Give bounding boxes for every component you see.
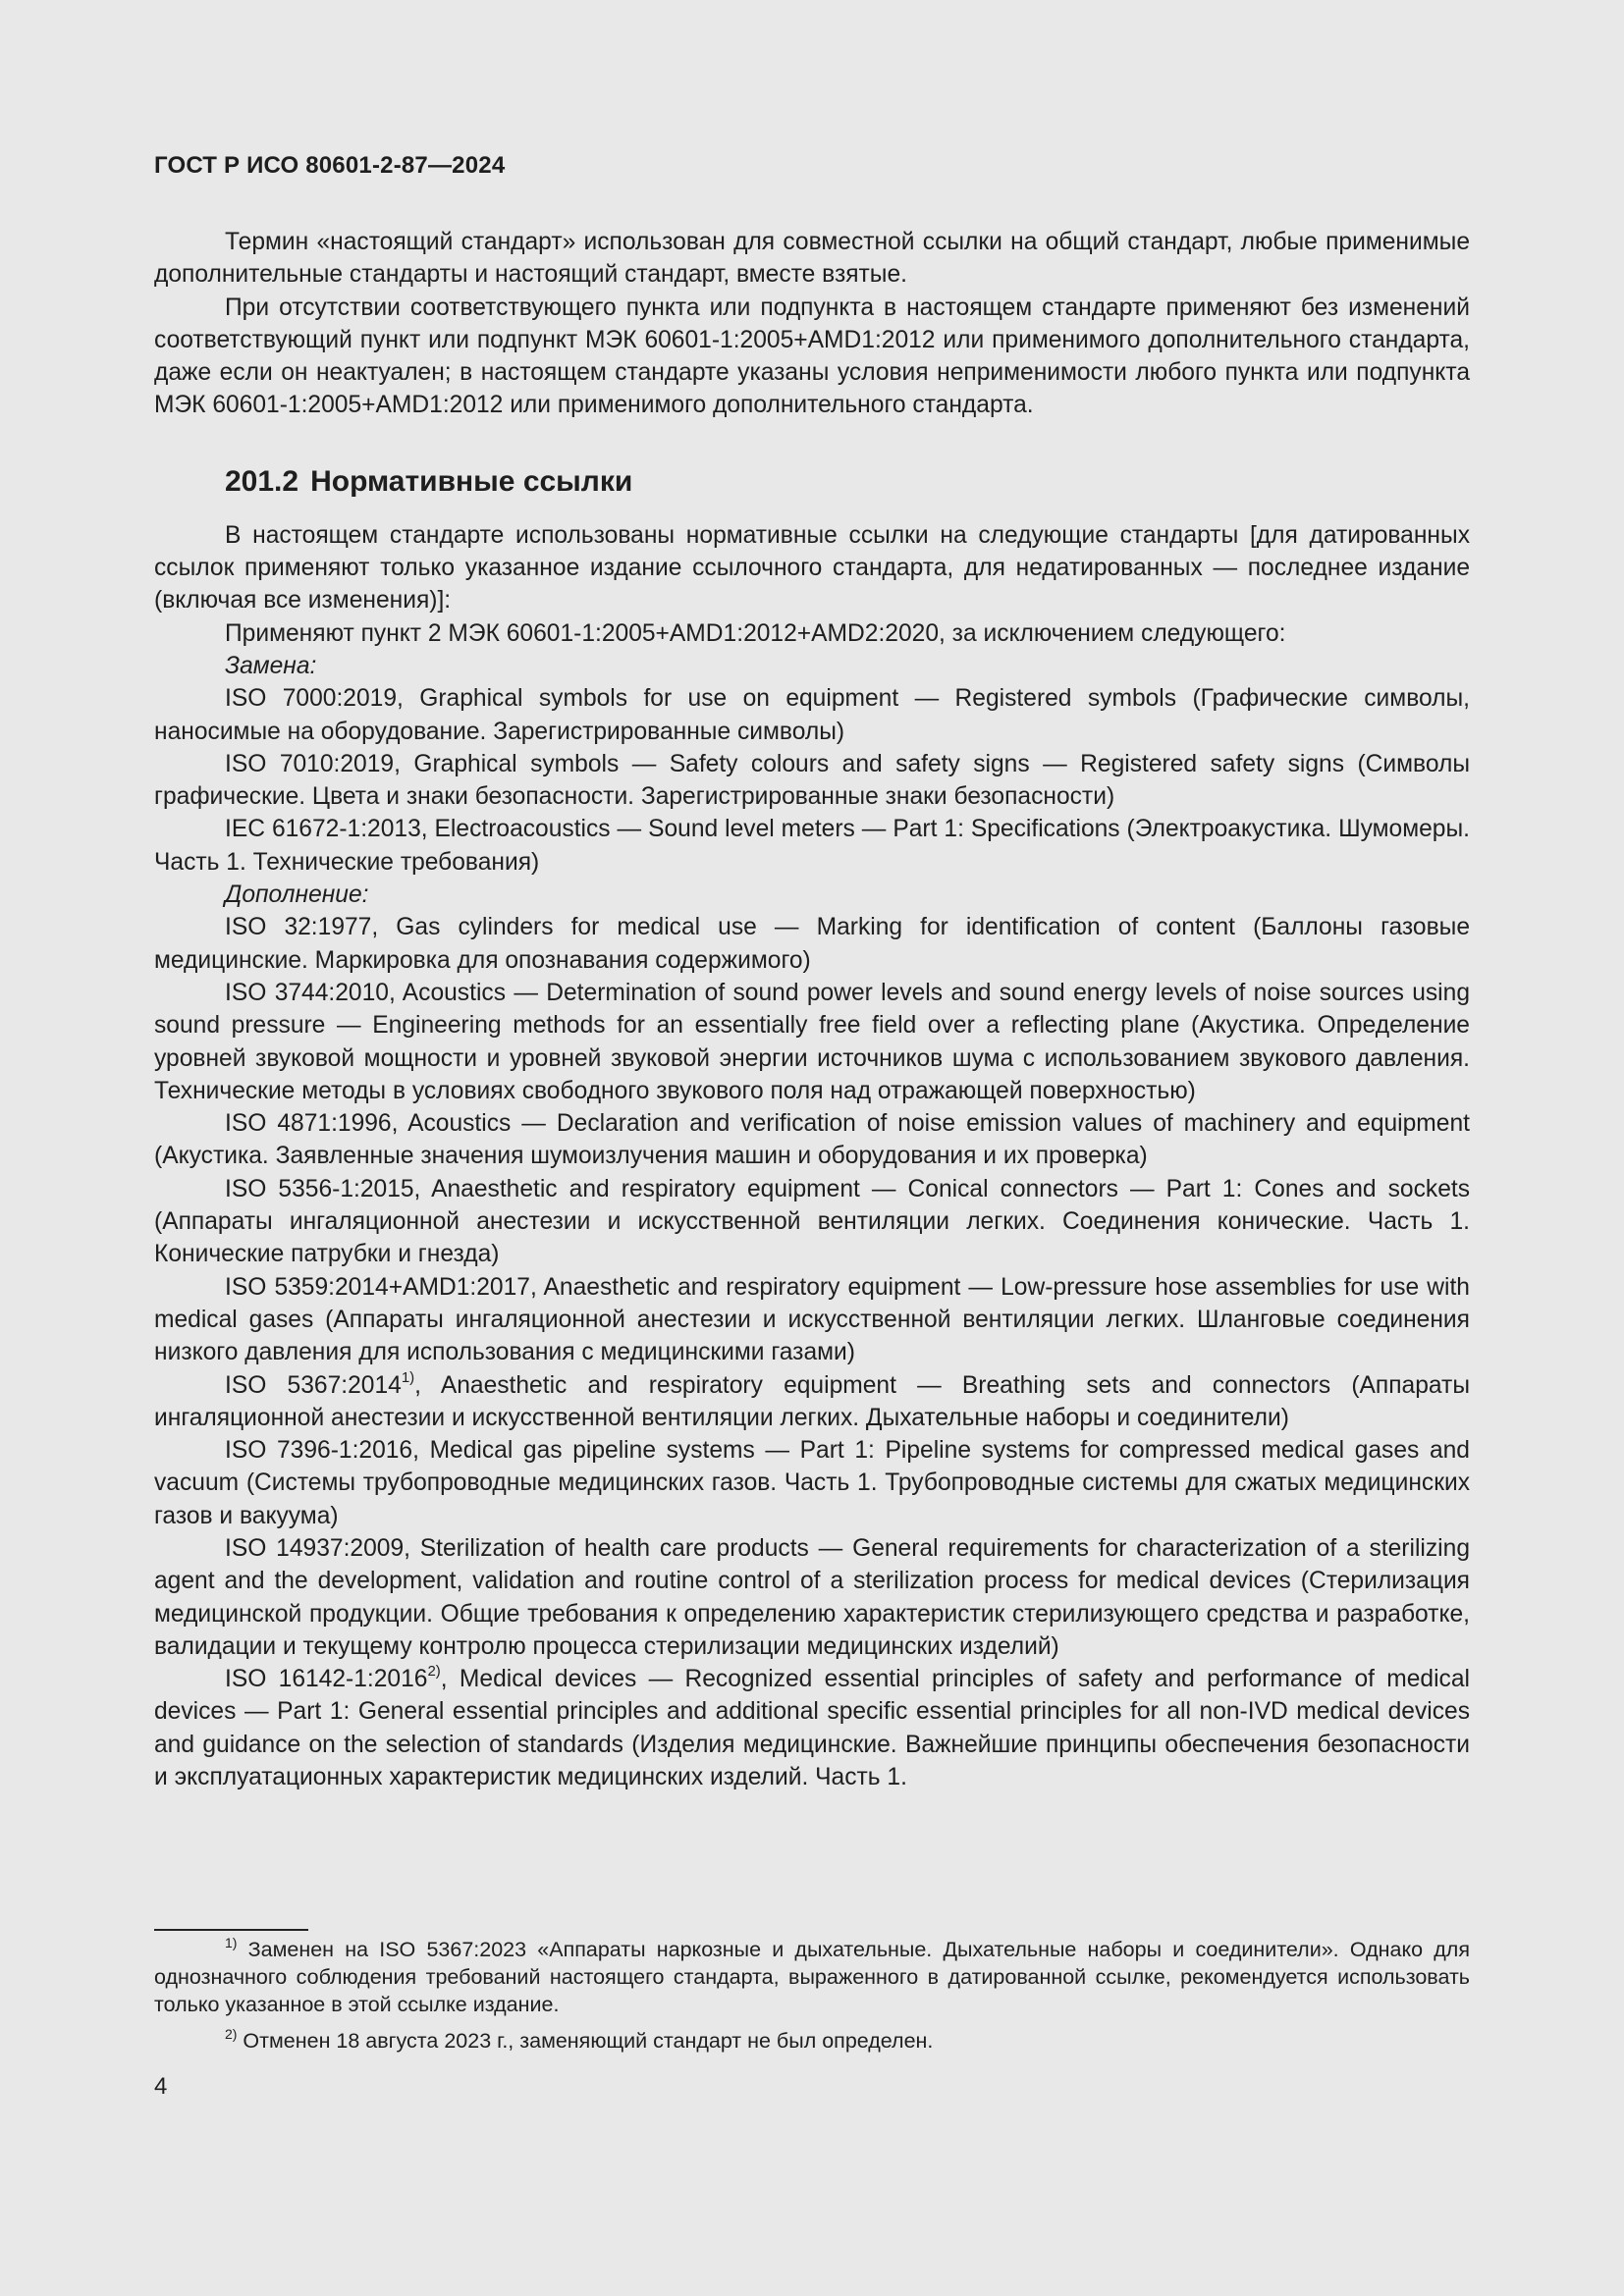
reference-item: IEC 61672-1:2013, Electroacoustics — Sound level meters — Part 1: Specifications (Электроакустика. Шумомеры. Часть 1. Технические требования) — [154, 816, 1470, 876]
page-number: 4 — [154, 2073, 168, 2100]
intro-paragraph: При отсутствии соответствующего пункта или подпункта в настоящем стандарте применяют без изменений соответствующий пункт или подпункт МЭК 60601-1:2005+AMD1:2012 или применимого дополнительного стандарта, даже если он неактуален; в настоящем стандарте указаны условия неприменимости любого пункта или подпункта МЭК 60601-1:2005+AMD1:2012 или применимого дополнительного стандарта. — [154, 294, 1470, 419]
section-lead: В настоящем стандарте использованы нормативные ссылки на следующие стандарты [для датированных ссылок применяют только указанное издание ссылочного стандарта, для недатированных — последнее издание (включая все изменения)]: — [154, 521, 1470, 614]
section-title: Нормативные ссылки — [310, 464, 633, 498]
footnote-1 — [154, 1936, 1470, 2018]
addition-label: Дополнение: — [225, 881, 369, 909]
footnote-divider — [154, 1929, 308, 1931]
reference-item: ISO 5356-1:2015, Anaesthetic and respiratory equipment — Conical connectors — Part 1: Cones and sockets (Аппараты ингаляционной анестезии и искусственной вентиляции легких. Соединения конические. Часть 1. Конические патрубки и гнезда) — [154, 1175, 1470, 1268]
footnote-mark: 1) — [401, 1368, 415, 1386]
intro-paragraph: Термин «настоящий стандарт» использован для совместной ссылки на общий стандарт, любые применимые дополнительные стандарты и настоящий стандарт, вместе взятые. — [154, 229, 1470, 289]
footnote-mark: 1) — [225, 1935, 238, 1950]
reference-item: ISO 32:1977, Gas cylinders for medical use — Marking for identification of content (Баллоны газовые медицинские. Маркировка для опознавания содержимого) — [154, 914, 1470, 974]
section-heading — [225, 464, 1470, 500]
reference-item: ISO 5359:2014+AMD1:2017, Anaesthetic and respiratory equipment — Low-pressure hose assemblies for use with medical gases (Аппараты ингаляционной анестезии и искусственной вентиляции легких. Шланговые соединения низкого давления для использования с медицинскими газами) — [154, 1273, 1470, 1366]
footnote-text: Отменен 18 августа 2023 г., заменяющий стандарт не был определен. — [237, 2029, 934, 2053]
reference-item: ISO 7000:2019, Graphical symbols for use on equipment — Registered symbols (Графические символы, наносимые на оборудование. Зарегистрированные символы) — [154, 685, 1470, 745]
document-body — [154, 226, 1470, 1793]
reference-code: ISO 5367:2014 — [225, 1371, 402, 1399]
footnote-mark: 2) — [427, 1663, 441, 1681]
reference-item: ISO 4871:1996, Acoustics — Declaration and verification of noise emission values of machinery and equipment (Акустика. Заявленные значения шумоизлучения машин и оборудования и их проверка) — [154, 1110, 1470, 1170]
reference-item — [154, 1369, 1470, 1435]
footnote-text: Заменен на ISO 5367:2023 «Аппараты наркозные и дыхательные. Дыхательные наборы и соединители». Однако для однозначного соблюдения требований настоящего стандарта, выраженного в датированной ссылке, рекомендуется использовать только указанное в этой ссылке издание. — [154, 1938, 1470, 2016]
footnotes — [154, 1936, 1470, 2055]
reference-text: , Medical devices — Recognized essential principles of safety and performance of medical devices — Part 1: General essential principles and additional specific essential principles for all non-IVD medical devices and guidance on the selection of standards (Изделия медицинские. Важнейшие принципы обеспечения безопасности и эксплуатационных характеристик медицинских изделий. Часть 1. — [154, 1666, 1470, 1791]
reference-item: ISO 7010:2019, Graphical symbols — Safety colours and safety signs — Registered safety signs (Символы графические. Цвета и знаки безопасности. Зарегистрированные знаки безопасности) — [154, 750, 1470, 811]
applies-clause: Применяют пункт 2 МЭК 60601-1:2005+AMD1:2012+AMD2:2020, за исключением следующего: — [225, 619, 1286, 647]
reference-item: ISO 14937:2009, Sterilization of health care products — General requirements for characterization of a sterilizing agent and the development, validation and routine control of a sterilization process for medical devices (Стерилизация медицинской продукции. Общие требования к определению характеристик стерилизующего средства и разработке, валидации и текущему контролю процесса стерилизации медицинских изделий) — [154, 1534, 1470, 1660]
section-number: 201.2 — [225, 464, 299, 498]
reference-item: ISO 7396-1:2016, Medical gas pipeline systems — Part 1: Pipeline systems for compressed medical gases and vacuum (Системы трубопроводные медицинских газов. Часть 1. Трубопроводные системы для сжатых медицинских газов и вакуума) — [154, 1437, 1470, 1529]
document-header: ГОСТ Р ИСО 80601-2-87—2024 — [154, 152, 506, 179]
footnote-mark: 2) — [225, 2026, 238, 2042]
reference-item: ISO 3744:2010, Acoustics — Determination of sound power levels and sound energy levels of noise sources using sound pressure — Engineering methods for an essentially free field over a reflecting plane (Акустика. Определение уровней звуковой мощности и уровней звуковой энергии источников шума с использованием звукового давления. Технические методы в условиях свободного звукового поля над отражающей поверхностью) — [154, 979, 1470, 1104]
reference-item — [154, 1663, 1470, 1793]
replacement-label: Замена: — [225, 652, 317, 679]
reference-code: ISO 16142-1:2016 — [225, 1666, 428, 1693]
reference-text: , Anaesthetic and respiratory equipment — Breathing sets and connectors (Аппараты ингаляционной анестезии и искусственной вентиляции легких. Дыхательные наборы и соединители) — [154, 1371, 1470, 1431]
footnote-2 — [154, 2027, 1470, 2055]
